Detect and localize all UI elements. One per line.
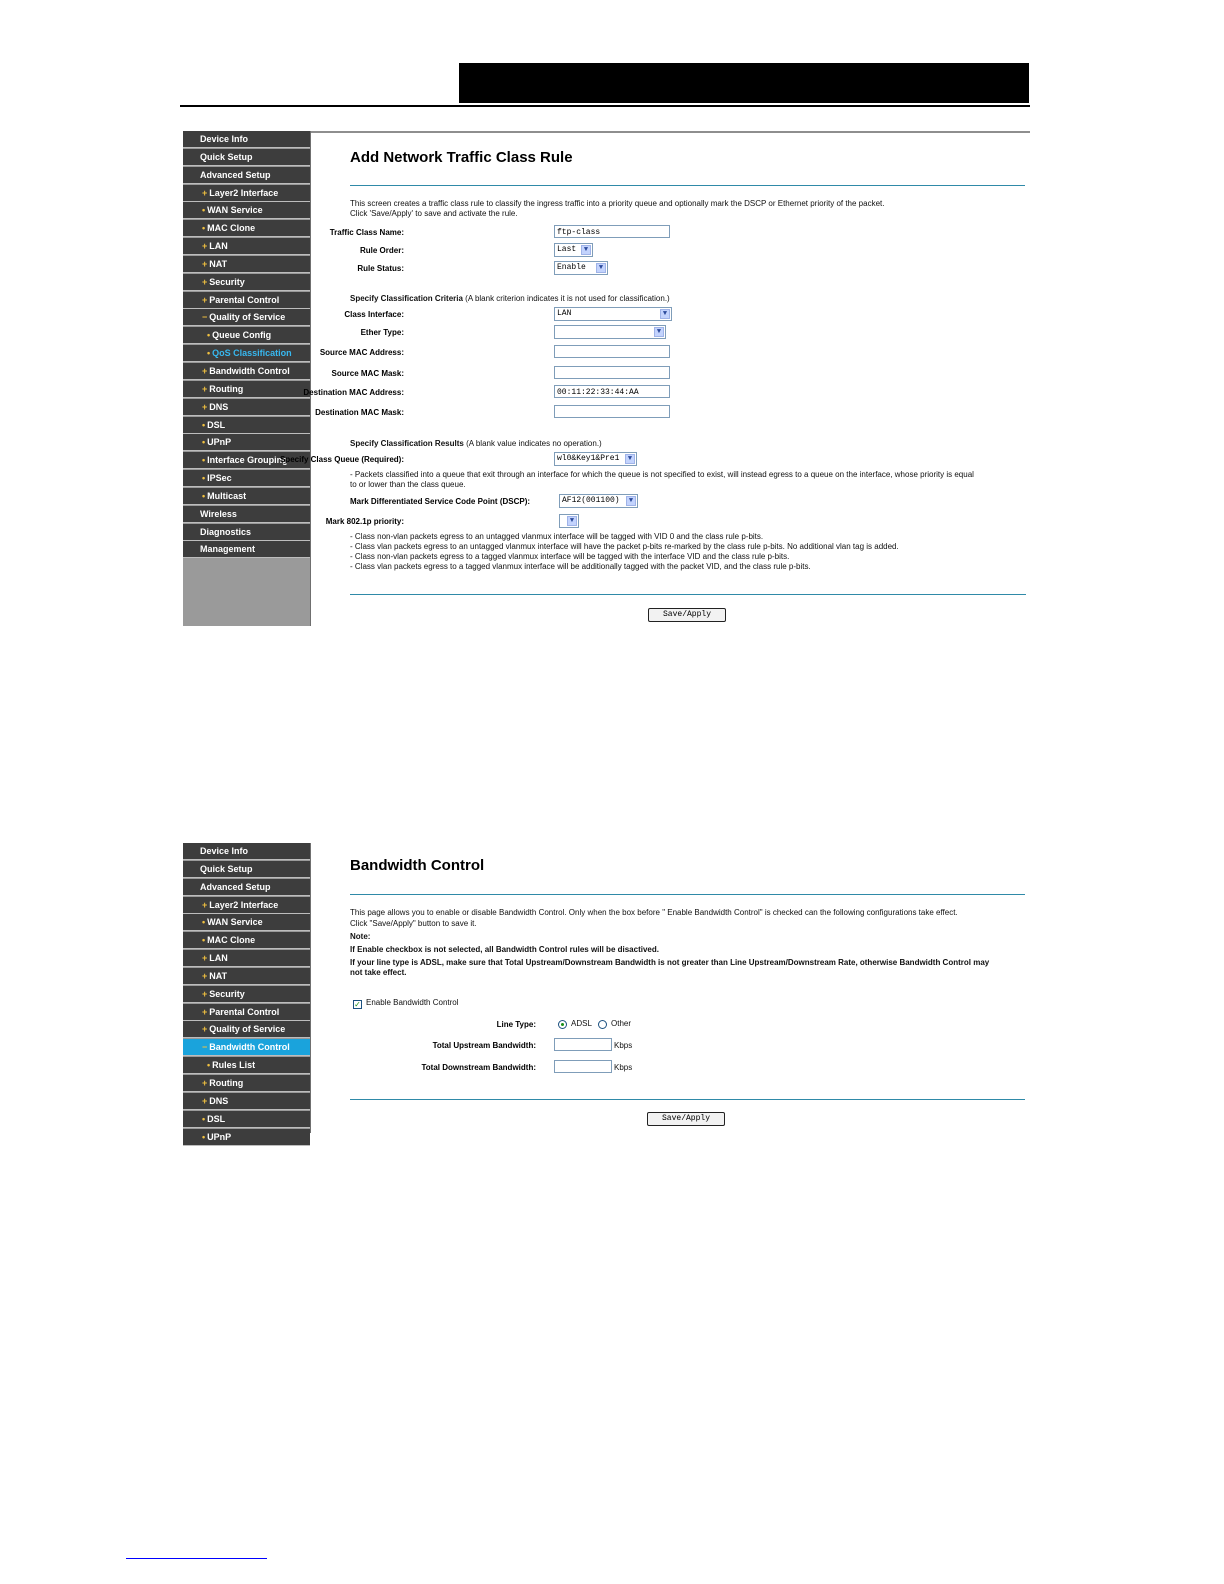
sidebar-item-label: IPSec bbox=[207, 473, 232, 484]
sidebar-item-upnp[interactable] bbox=[183, 1129, 310, 1146]
page-title: Bandwidth Control bbox=[350, 857, 485, 874]
class-queue-label: Specify Class Queue (Required): bbox=[279, 455, 404, 464]
menu-marker-icon: • bbox=[202, 419, 206, 430]
note-3: not take effect. bbox=[350, 968, 407, 977]
menu-marker-icon: • bbox=[202, 205, 206, 216]
sidebar-item-label: Management bbox=[200, 544, 256, 555]
note-label: Note: bbox=[350, 932, 371, 941]
page-title: Add Network Traffic Class Rule bbox=[350, 149, 573, 166]
sidebar-item-bandwidth-control[interactable] bbox=[183, 1039, 310, 1056]
sidebar-item-upnp[interactable] bbox=[183, 434, 310, 451]
menu-marker-icon: + bbox=[202, 258, 208, 269]
sidebar-item-label: NAT bbox=[209, 970, 228, 981]
note-2: If your line type is ADSL, make sure that Total Upstream/Downstream Bandwidth is not greater than Line Upstream/Downstream Rate, otherwise Bandwidth Control may bbox=[350, 958, 990, 967]
sidebar-item-layer2-interface[interactable] bbox=[183, 185, 310, 202]
sidebar-item-label: DSL bbox=[207, 1113, 226, 1124]
sidebar-item-label: QoS Classification bbox=[212, 348, 292, 359]
chevron-down-icon: ▼ bbox=[567, 516, 577, 526]
menu-marker-icon: • bbox=[202, 455, 206, 466]
sidebar-item-quick-setup[interactable] bbox=[183, 149, 310, 166]
sidebar-item-label: LAN bbox=[209, 953, 228, 964]
sidebar-item-quick-setup[interactable] bbox=[183, 861, 310, 878]
sidebar-item-nat[interactable] bbox=[183, 968, 310, 985]
dest-mac-mask-label: Destination MAC Mask: bbox=[315, 408, 404, 417]
sidebar-item-label: Parental Control bbox=[209, 294, 280, 305]
sidebar-item-dns[interactable] bbox=[183, 399, 310, 416]
results-heading-bold: Specify Classification Results bbox=[350, 439, 464, 448]
menu-marker-icon: + bbox=[202, 988, 208, 999]
downstream-bandwidth-label: Total Downstream Bandwidth: bbox=[421, 1063, 536, 1072]
rule-order-label: Rule Order: bbox=[359, 246, 404, 255]
title-divider bbox=[350, 185, 1025, 186]
sidebar-item-label: Quality of Service bbox=[209, 1024, 286, 1035]
bottom-divider bbox=[350, 594, 1026, 595]
sidebar-item-label: Diagnostics bbox=[200, 526, 252, 537]
save-apply-button[interactable]: Save/Apply bbox=[648, 608, 726, 622]
criteria-heading bbox=[350, 294, 670, 304]
sidebar-item-label: Wireless bbox=[200, 508, 237, 519]
sidebar-item-mac-clone[interactable] bbox=[183, 220, 310, 237]
chevron-down-icon: ▼ bbox=[626, 496, 636, 506]
upstream-unit: Kbps bbox=[614, 1041, 633, 1050]
rule-order-value: Last bbox=[557, 245, 577, 254]
enable-bandwidth-checkbox[interactable] bbox=[353, 1000, 362, 1009]
dest-mac-input[interactable]: 00:11:22:33:44:AA bbox=[554, 385, 670, 398]
intro-text: This screen creates a traffic class rule to classify the ingress traffic into a priority queue and optionally mark the DSCP or Ethernet priority of the packet. bbox=[350, 199, 885, 208]
sidebar-item-label: Multicast bbox=[207, 490, 247, 501]
sidebar bbox=[183, 131, 311, 626]
sidebar bbox=[183, 843, 311, 1142]
chevron-down-icon: ▼ bbox=[596, 263, 606, 273]
menu-marker-icon: • bbox=[202, 473, 206, 484]
bottom-divider bbox=[350, 1099, 1025, 1100]
dest-mac-label: Destination MAC Address: bbox=[303, 388, 404, 397]
menu-marker-icon: • bbox=[202, 917, 206, 928]
sidebar-item-label: DNS bbox=[209, 401, 229, 412]
menu-marker-icon: • bbox=[207, 330, 211, 341]
class-interface-value: LAN bbox=[557, 309, 572, 318]
sidebar-item-wan-service[interactable] bbox=[183, 202, 310, 219]
criteria-heading-bold: Specify Classification Criteria bbox=[350, 294, 463, 303]
sidebar-item-label: Quick Setup bbox=[200, 151, 253, 162]
sidebar-item-label: NAT bbox=[209, 258, 228, 269]
menu-marker-icon: + bbox=[202, 294, 208, 305]
sidebar-item-label: Layer2 Interface bbox=[209, 899, 279, 910]
menu-marker-icon: − bbox=[202, 312, 208, 323]
sidebar-item-label: WAN Service bbox=[207, 917, 263, 928]
sidebar-item-lan[interactable] bbox=[183, 238, 310, 255]
sidebar-item-rules-list[interactable] bbox=[183, 1057, 310, 1074]
checkmark-icon: ✓ bbox=[354, 1000, 361, 1009]
chevron-down-icon: ▼ bbox=[625, 454, 635, 464]
sidebar-item-multicast[interactable] bbox=[183, 488, 310, 505]
main-content bbox=[279, 131, 1030, 626]
sidebar-item-advanced-setup[interactable] bbox=[183, 167, 310, 184]
sidebar-item-mac-clone[interactable] bbox=[183, 932, 310, 949]
sidebar-item-parental-control[interactable] bbox=[183, 292, 310, 309]
priority-8021p-label: Mark 802.1p priority: bbox=[325, 517, 404, 526]
screenshot-bandwidth-control bbox=[183, 843, 1034, 1142]
vlan-note-4: - Class vlan packets egress to a tagged vlanmux interface will be additionally tagged with the packet VID, and the class rule p-bits. bbox=[350, 562, 811, 571]
sidebar-item-label: Advanced Setup bbox=[200, 881, 271, 892]
sidebar-item-label: Interface Grouping bbox=[207, 455, 288, 466]
dscp-value: AF12(001100) bbox=[562, 496, 620, 505]
source-mac-mask-label: Source MAC Mask: bbox=[331, 369, 404, 378]
line-type-adsl-radio[interactable] bbox=[558, 1020, 567, 1029]
results-heading bbox=[350, 439, 602, 449]
menu-marker-icon: • bbox=[202, 437, 206, 448]
source-mac-input[interactable] bbox=[554, 345, 670, 358]
sidebar-item-label: MAC Clone bbox=[207, 223, 256, 234]
header-black-bar bbox=[459, 63, 1029, 103]
menu-marker-icon: + bbox=[202, 187, 208, 198]
menu-marker-icon: + bbox=[202, 365, 208, 376]
criteria-note: (A blank criterion indicates it is not used for classification.) bbox=[465, 294, 670, 303]
downstream-unit: Kbps bbox=[614, 1063, 633, 1072]
sidebar-item-qos-classification[interactable] bbox=[183, 345, 310, 362]
sidebar-item-security[interactable] bbox=[183, 274, 310, 291]
sidebar-item-label: DNS bbox=[209, 1095, 229, 1106]
main-content bbox=[311, 843, 1034, 1133]
title-divider bbox=[350, 894, 1025, 895]
sidebar-menu bbox=[183, 131, 310, 558]
menu-marker-icon: • bbox=[202, 490, 206, 501]
class-queue-select[interactable] bbox=[554, 452, 637, 466]
line-type-other-radio[interactable] bbox=[598, 1020, 607, 1029]
sidebar-item-security[interactable] bbox=[183, 986, 310, 1003]
menu-marker-icon: + bbox=[202, 276, 208, 287]
sidebar-item-label: Quality of Service bbox=[209, 312, 286, 323]
sidebar-item-quality-of-service[interactable] bbox=[183, 1021, 310, 1038]
sidebar-item-nat[interactable] bbox=[183, 256, 310, 273]
sidebar-item-label: WAN Service bbox=[207, 205, 263, 216]
class-interface-select[interactable] bbox=[554, 307, 672, 321]
menu-marker-icon: + bbox=[202, 241, 208, 252]
sidebar-item-label: Quick Setup bbox=[200, 863, 253, 874]
menu-marker-icon: • bbox=[202, 935, 206, 946]
sidebar-menu bbox=[183, 843, 310, 1146]
menu-marker-icon: • bbox=[202, 223, 206, 234]
menu-marker-icon: + bbox=[202, 383, 208, 394]
sidebar-item-routing[interactable] bbox=[183, 1075, 310, 1092]
dest-mac-mask-input[interactable] bbox=[554, 405, 670, 418]
sidebar-item-label: LAN bbox=[209, 241, 228, 252]
sidebar-item-parental-control[interactable] bbox=[183, 1004, 310, 1021]
header-rule bbox=[180, 105, 1030, 107]
menu-marker-icon: + bbox=[202, 1095, 208, 1106]
rule-status-label: Rule Status: bbox=[357, 264, 404, 273]
menu-marker-icon: + bbox=[202, 899, 208, 910]
sidebar-item-ipsec[interactable] bbox=[183, 470, 310, 487]
note-1: If Enable checkbox is not selected, all Bandwidth Control rules will be disactived. bbox=[350, 945, 659, 954]
chevron-down-icon: ▼ bbox=[581, 245, 591, 255]
downstream-bandwidth-input[interactable] bbox=[554, 1060, 612, 1073]
source-mac-label: Source MAC Address: bbox=[319, 348, 404, 357]
sidebar-item-label: Bandwidth Control bbox=[209, 1042, 290, 1053]
ether-type-label: Ether Type: bbox=[360, 328, 404, 337]
menu-marker-icon: + bbox=[202, 1024, 208, 1035]
screenshot-add-traffic-class-rule bbox=[183, 131, 1030, 626]
menu-marker-icon: + bbox=[202, 953, 208, 964]
priority-8021p-select[interactable] bbox=[559, 514, 579, 528]
upstream-bandwidth-input[interactable] bbox=[554, 1038, 612, 1051]
rule-order-select[interactable] bbox=[554, 243, 593, 257]
sidebar-item-label: Security bbox=[209, 276, 245, 287]
vlan-note-2: - Class vlan packets egress to an untagged vlanmux interface will have the packet p-bits re-marked by the class rule p-bits. No additional vlan tag is added. bbox=[350, 542, 899, 551]
menu-marker-icon: • bbox=[207, 1060, 211, 1071]
sidebar-item-device-info[interactable] bbox=[183, 131, 310, 148]
sidebar-item-label: Device Info bbox=[200, 846, 249, 856]
menu-marker-icon: + bbox=[202, 970, 208, 981]
dscp-label: Mark Differentiated Service Code Point (DSCP): bbox=[350, 497, 531, 506]
source-mac-mask-input[interactable] bbox=[554, 366, 670, 379]
traffic-class-name-label: Traffic Class Name: bbox=[329, 228, 404, 237]
sidebar-item-label: Layer2 Interface bbox=[209, 187, 279, 198]
upstream-bandwidth-label: Total Upstream Bandwidth: bbox=[432, 1041, 536, 1050]
sidebar-item-wan-service[interactable] bbox=[183, 914, 310, 931]
intro-text: This page allows you to enable or disable Bandwidth Control. Only when the box before " Enable Bandwidth Control" is checked can the following configurations take effect. bbox=[350, 908, 958, 917]
line-type-label: Line Type: bbox=[496, 1020, 536, 1029]
queue-note-2: to or lower than the class queue. bbox=[350, 480, 466, 489]
intro-text-2: Click 'Save/Apply' to save and activate the rule. bbox=[350, 209, 518, 218]
sidebar-item-label: DSL bbox=[207, 419, 226, 430]
sidebar-item-label: Rules List bbox=[212, 1060, 256, 1071]
sidebar-item-management[interactable] bbox=[183, 541, 310, 558]
rule-status-value: Enable bbox=[557, 263, 586, 272]
sidebar-item-wireless[interactable] bbox=[183, 506, 310, 523]
save-apply-button[interactable]: Save/Apply bbox=[647, 1112, 725, 1126]
ether-type-select[interactable] bbox=[554, 325, 666, 339]
class-queue-value: wl0&Key1&Pre1 bbox=[557, 454, 620, 463]
intro-text-2: Click "Save/Apply" button to save it. bbox=[350, 919, 477, 928]
queue-note: - Packets classified into a queue that exit through an interface for which the queue is not specified to exist, will instead egress to a queue on the interface, whose priority is equal bbox=[350, 470, 974, 479]
menu-marker-icon: • bbox=[202, 1113, 206, 1124]
sidebar-item-label: UPnP bbox=[207, 1131, 232, 1142]
line-type-adsl-label: ADSL bbox=[571, 1019, 592, 1028]
sidebar-item-label: Queue Config bbox=[212, 330, 272, 341]
enable-bandwidth-label: Enable Bandwidth Control bbox=[366, 998, 459, 1007]
menu-marker-icon: + bbox=[202, 1077, 208, 1088]
class-interface-label: Class Interface: bbox=[344, 310, 404, 319]
sidebar-item-dsl[interactable] bbox=[183, 1111, 310, 1128]
sidebar-item-label: Security bbox=[209, 988, 245, 999]
line-type-other-label: Other bbox=[611, 1019, 632, 1028]
sidebar-item-label: UPnP bbox=[207, 437, 232, 448]
menu-marker-icon: + bbox=[202, 401, 208, 412]
dscp-select[interactable] bbox=[559, 494, 638, 508]
sidebar-item-label: MAC Clone bbox=[207, 935, 256, 946]
menu-marker-icon: − bbox=[202, 1042, 208, 1053]
sidebar-item-layer2-interface[interactable] bbox=[183, 897, 310, 914]
menu-marker-icon: • bbox=[207, 348, 211, 359]
sidebar-item-queue-config[interactable] bbox=[183, 327, 310, 344]
vlan-note-1: - Class non-vlan packets egress to an untagged vlanmux interface will be tagged with VID 0 and the class rule p-bits. bbox=[350, 532, 764, 541]
sidebar-item-advanced-setup[interactable] bbox=[183, 879, 310, 896]
vlan-note-3: - Class non-vlan packets egress to a tagged vlanmux interface will be tagged with the interface VID and the class rule p-bits. bbox=[350, 552, 790, 561]
sidebar-item-label: Routing bbox=[209, 383, 244, 394]
traffic-class-name-input[interactable]: ftp-class bbox=[554, 225, 670, 238]
sidebar-item-dns[interactable] bbox=[183, 1093, 310, 1110]
footer-link-underline bbox=[126, 1558, 267, 1559]
chevron-down-icon: ▼ bbox=[660, 309, 670, 319]
sidebar-item-label: Advanced Setup bbox=[200, 169, 271, 180]
sidebar-item-label: Parental Control bbox=[209, 1006, 280, 1017]
chevron-down-icon: ▼ bbox=[654, 327, 664, 337]
menu-marker-icon: + bbox=[202, 1006, 208, 1017]
menu-marker-icon: • bbox=[202, 1131, 206, 1142]
sidebar-item-routing[interactable] bbox=[183, 381, 310, 398]
sidebar-item-label: Device Info bbox=[200, 134, 249, 144]
sidebar-item-lan[interactable] bbox=[183, 950, 310, 967]
results-note: (A blank value indicates no operation.) bbox=[466, 439, 602, 448]
sidebar-item-diagnostics[interactable] bbox=[183, 524, 310, 541]
sidebar-item-quality-of-service[interactable] bbox=[183, 309, 310, 326]
sidebar-item-label: Bandwidth Control bbox=[209, 365, 290, 376]
sidebar-item-dsl[interactable] bbox=[183, 417, 310, 434]
rule-status-select[interactable] bbox=[554, 261, 608, 275]
sidebar-item-device-info[interactable] bbox=[183, 843, 310, 860]
sidebar-item-bandwidth-control[interactable] bbox=[183, 363, 310, 380]
sidebar-item-label: Routing bbox=[209, 1077, 244, 1088]
